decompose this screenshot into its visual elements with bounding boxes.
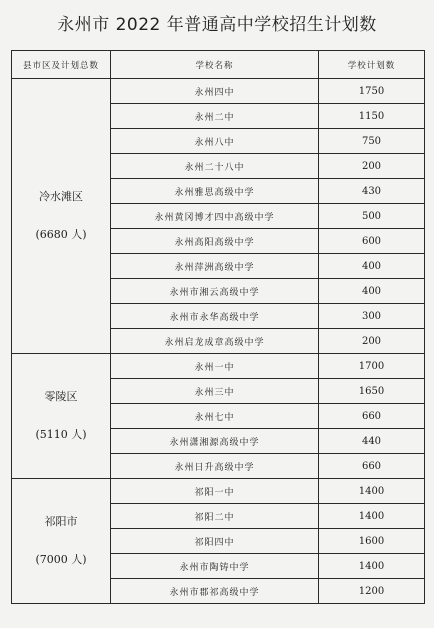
school-plan-cell: 1600 [319, 529, 425, 554]
district-cell [12, 354, 111, 479]
school-name-cell: 永州启龙成章高级中学 [111, 329, 319, 354]
school-name-cell: 永州三中 [111, 379, 319, 404]
school-plan-cell: 200 [319, 329, 425, 354]
school-name-cell: 永州市永华高级中学 [111, 304, 319, 329]
school-plan-cell: 1150 [319, 104, 425, 129]
header-district: 县市区及计划总数 [12, 51, 111, 79]
enrollment-plan-table [11, 50, 425, 604]
school-name-cell: 永州一中 [111, 354, 319, 379]
school-name-cell: 祁阳二中 [111, 504, 319, 529]
school-plan-cell: 1650 [319, 379, 425, 404]
school-name-cell: 永州雅思高级中学 [111, 179, 319, 204]
school-name-cell: 永州市陶铸中学 [111, 554, 319, 579]
district-name: 零陵区 [44, 390, 78, 403]
school-plan-cell: 1200 [319, 579, 425, 604]
school-plan-cell: 660 [319, 454, 425, 479]
school-plan-cell: 400 [319, 254, 425, 279]
school-name-cell: 永州日升高级中学 [111, 454, 319, 479]
school-plan-cell: 300 [319, 304, 425, 329]
school-name-cell: 永州市湘云高级中学 [111, 279, 319, 304]
school-plan-cell: 660 [319, 404, 425, 429]
school-plan-cell: 600 [319, 229, 425, 254]
school-plan-cell: 400 [319, 279, 425, 304]
school-name-cell: 永州二中 [111, 104, 319, 129]
school-name-cell: 祁阳四中 [111, 529, 319, 554]
school-plan-cell: 1400 [319, 504, 425, 529]
school-plan-cell: 430 [319, 179, 425, 204]
school-plan-cell: 200 [319, 154, 425, 179]
school-plan-cell: 500 [319, 204, 425, 229]
header-school-plan: 学校计划数 [319, 51, 425, 79]
school-plan-cell: 750 [319, 129, 425, 154]
school-name-cell: 永州七中 [111, 404, 319, 429]
school-plan-cell: 440 [319, 429, 425, 454]
school-plan-cell: 1700 [319, 354, 425, 379]
district-total: (6680 人) [35, 228, 87, 241]
school-name-cell: 永州四中 [111, 79, 319, 104]
district-cell [12, 79, 111, 354]
school-name-cell: 永州二十八中 [111, 154, 319, 179]
district-name: 祁阳市 [44, 515, 78, 528]
school-name-cell: 永州黄冈博才四中高级中学 [111, 204, 319, 229]
header-school-name: 学校名称 [111, 51, 319, 79]
school-plan-cell: 1400 [319, 554, 425, 579]
table-row [12, 354, 425, 379]
table-header-row [12, 51, 425, 79]
school-name-cell: 永州潇湘源高级中学 [111, 429, 319, 454]
district-cell [12, 479, 111, 604]
table-body [12, 79, 425, 604]
table-row [12, 479, 425, 504]
school-name-cell: 永州萍洲高级中学 [111, 254, 319, 279]
school-name-cell: 永州八中 [111, 129, 319, 154]
school-name-cell: 永州高阳高级中学 [111, 229, 319, 254]
district-name: 冷水滩区 [39, 190, 83, 203]
district-total: (5110 人) [35, 428, 87, 441]
school-plan-cell: 1750 [319, 79, 425, 104]
table-row [12, 79, 425, 104]
document-title: 永州市 2022 年普通高中学校招生计划数 [57, 15, 377, 35]
school-plan-cell: 1400 [319, 479, 425, 504]
school-name-cell: 祁阳一中 [111, 479, 319, 504]
district-total: (7000 人) [35, 553, 87, 566]
school-name-cell: 永州市郡祁高级中学 [111, 579, 319, 604]
